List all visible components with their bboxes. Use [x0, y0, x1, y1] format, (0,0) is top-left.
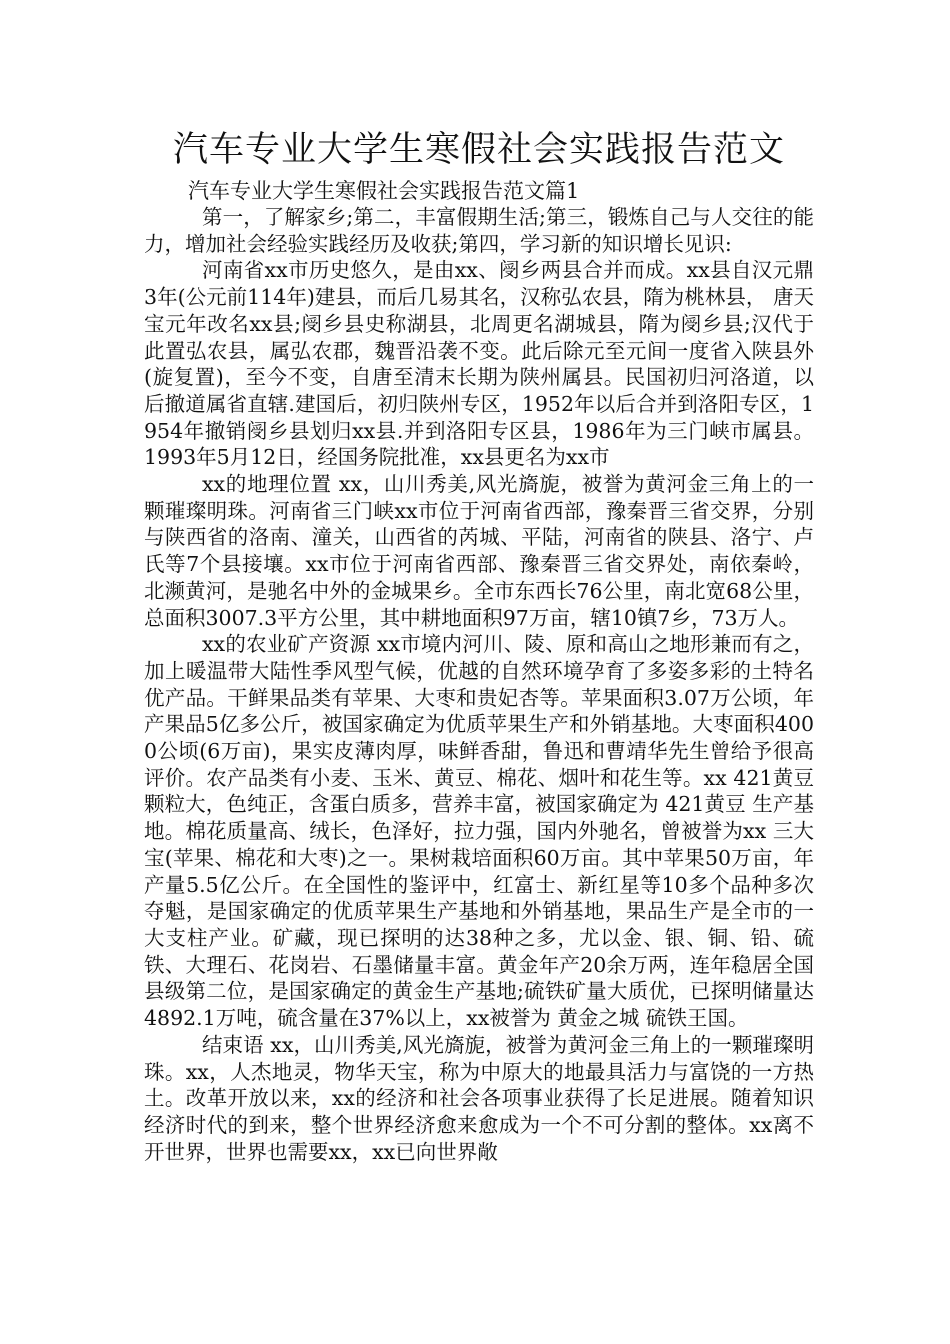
document-subtitle: 汽车专业大学生寒假社会实践报告范文篇1: [188, 179, 580, 203]
document-title: 汽车专业大学生寒假社会实践报告范文: [172, 130, 785, 170]
paragraph-conclusion: 结束语 xx，山川秀美,风光旖旎，被誉为黄河金三角上的一颗璀璨明珠。xx，人杰地灵，物华天宝，称为中原大的地最具活力与富饶的一方热土。改革开放以来，xx的经济和社会各项事业获得了长足进展。随着知识经济时代的到来，整个世界经济愈来愈成为一个不可分割的整体。xx离不开世界，世界也需要xx，xx已向世界敞: [144, 1032, 814, 1164]
paragraph-purpose: 第一，了解家乡;第二，丰富假期生活;第三，锻炼自己与人交往的能力，增加社会经验实践经历及收获;第四，学习新的知识增长见识:: [144, 205, 814, 256]
document-page: [144, 124, 814, 1165]
paragraph-resources: xx的农业矿产资源 xx市境内河川、陵、原和高山之地形兼而有之，加上暖温带大陆性季风型气候，优越的自然环境孕育了多姿多彩的土特名优产品。干鲜果品类有苹果、大枣和贵妃杏等。苹果面积3.07万公顷，年产果品5亿多公斤，被国家确定为优质苹果生产和外销基地。大枣面积4000公顷(6万亩)，果实皮薄肉厚，味鲜香甜，鲁迅和曹靖华先生曾给予很高评价。农产品类有小麦、玉米、黄豆、棉花、烟叶和花生等。xx 421黄豆 颗粒大，色纯正，含蛋白质多，营养丰富，被国家确定为 421黄豆 生产基地。棉花质量高、绒长，色泽好，拉力强，国内外驰名，曾被誉为xx 三大宝(苹果、棉花和大枣)之一。果树栽培面积60万亩。其中苹果50万亩，年产量5.5亿公斤。在全国性的鉴评中，红富士、新红星等10多个品种多次夺魁，是国家确定的优质苹果生产基地和外销基地，果品生产是全市的一大支柱产业。矿藏，现已探明的达38种之多，尤以金、银、铜、铅、硫铁、大理石、花岗岩、石墨储量丰富。黄金年产20余万两，连年稳居全国县级第二位，是国家确定的黄金生产基地;硫铁矿量大质优，已探明储量达4892.1万吨，硫含量在37%以上，xx被誉为 黄金之城 硫铁王国。: [144, 632, 814, 1031]
paragraph-geography: xx的地理位置 xx，山川秀美,风光旖旎，被誉为黄河金三角上的一颗璀璨明珠。河南省三门峡xx市位于河南省西部，豫秦晋三省交界，分别与陕西省的洛南、潼关，山西省的芮城、平陆，河南省的陕县、洛宁、卢氏等7个县接壤。xx市位于河南省西部、豫秦晋三省交界处，南依秦岭，北濒黄河，是驰名中外的金城果乡。全市东西长76公里，南北宽68公里，总面积3007.3平方公里，其中耕地面积97万亩，辖10镇7乡，73万人。: [144, 472, 814, 630]
paragraph-history: 河南省xx市历史悠久，是由xx、阌乡两县合并而成。xx县自汉元鼎3年(公元前114年)建县，而后几易其名，汉称弘农县，隋为桃林县， 唐天宝元年改名xx县;阌乡县史称湖县，北周更名湖城县，隋为阌乡县;汉代于此置弘农县，属弘农郡，魏晋沿袭不变。此后除元至元间一度省入陕县外(旋复置)，至今不变，自唐至清末长期为陕州属县。民国初归河洛道，以后撤道属省直辖.建国后，初归陕州专区，1952年以后合并到洛阳专区，1954年撤销阌乡县划归xx县.并到洛阳专区县，1986年为三门峡市属县。 1993年5月12日，经国务院批准，xx县更名为xx市: [144, 258, 814, 470]
